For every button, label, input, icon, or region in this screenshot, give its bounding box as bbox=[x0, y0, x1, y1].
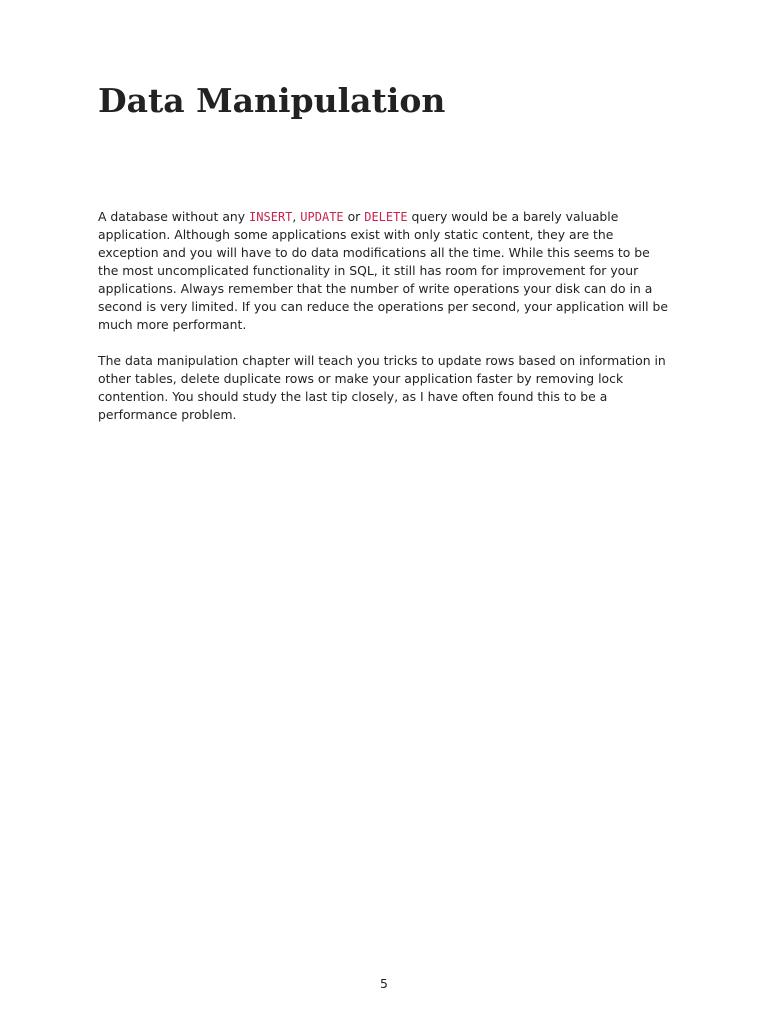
code-insert-keyword: INSERT bbox=[249, 210, 293, 224]
or-separator: or bbox=[343, 209, 365, 224]
intro-paragraph bbox=[98, 208, 673, 334]
code-update-keyword: UPDATE bbox=[300, 210, 344, 224]
chapter-overview-paragraph: The data manipulation chapter will teach you tricks to update rows based on information in other tables, delete duplicate rows or make your application faster by removing lock contention. You should study the last tip closely, as I have often found this to be a performance problem. bbox=[98, 353, 666, 422]
paragraph-rest-text: query would be a barely valuable application. Although some applications exist with only static content, they are the exception and you will have to do data modifications all the time. While this seems to be the most uncomplicated functionality in SQL, it still has room for improvement for your applications. Always remember that the number of write operations your disk can do in a second is very limited. If you can reduce the operations per second, your application will be much more performant. bbox=[98, 209, 669, 332]
paragraph-lead-text: A database without any bbox=[98, 209, 250, 224]
chapter-title: Data Manipulation bbox=[98, 81, 446, 120]
page-number: 5 bbox=[380, 976, 388, 991]
comma-separator: , bbox=[292, 209, 301, 224]
code-delete-keyword: DELETE bbox=[364, 210, 408, 224]
